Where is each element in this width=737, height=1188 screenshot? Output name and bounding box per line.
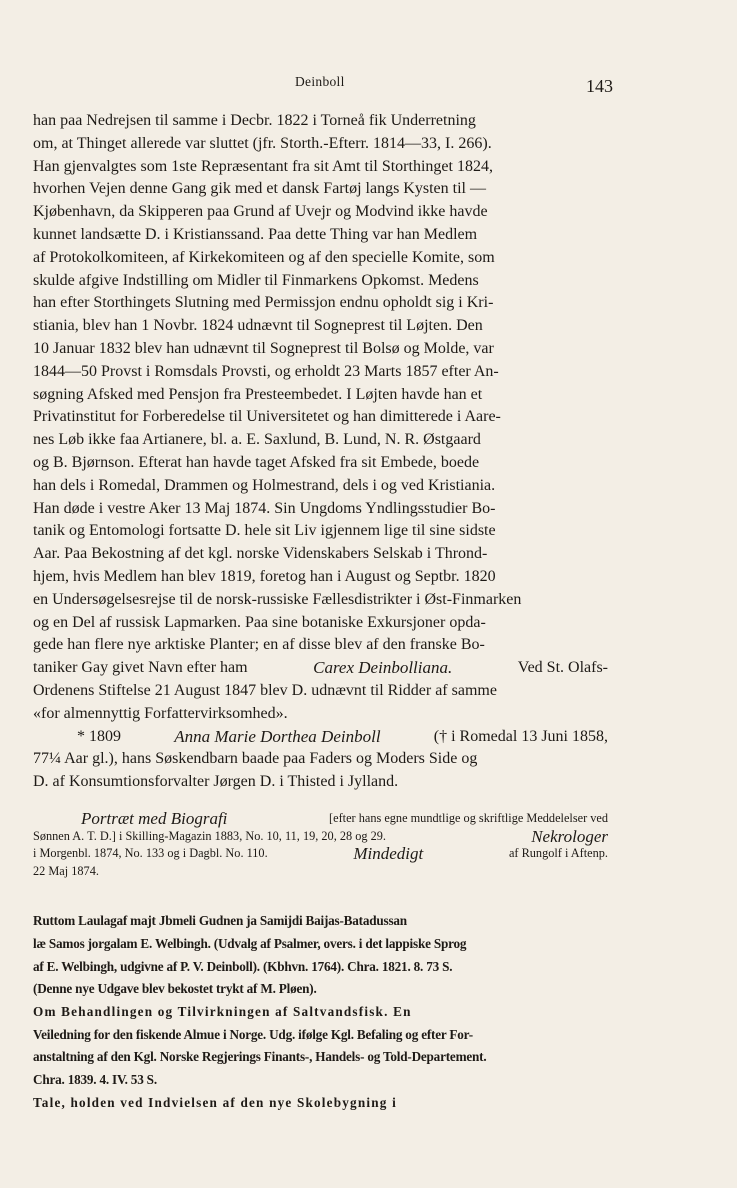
main-text	[33, 110, 608, 657]
source-line	[33, 810, 608, 828]
source-line	[33, 845, 608, 863]
text-fragment: Sønnen A. T. D.] i Skilling-Magazin 1883, No. 10, 11, 19, 20, 28 og 29.	[33, 828, 386, 843]
text-line-content: «for almennyttig Forfattervirksomhed».	[33, 704, 288, 722]
text-line-content: Chra. 1839. 4. IV. 53 S.	[33, 1072, 157, 1088]
text-line-content: tanik og Entomologi fortsatte D. hele sit Liv igjennem lige til sine sidste	[33, 522, 496, 540]
portrait-label: Portræt med Biografi	[81, 808, 228, 828]
bibliography-line	[33, 978, 608, 1001]
text-line	[33, 657, 608, 680]
text-line-content: han efter Storthingets Slutning med Permissjon endnu opholdt sig i Kri-	[33, 294, 494, 312]
species-name: Carex Deinbolliana.	[313, 658, 453, 678]
text-line	[33, 520, 608, 543]
text-line-content: Ruttom Laulagaf majt Jbmeli Gudnen ja Samijdi Baijas-Batadussan	[33, 913, 407, 929]
bibliography-line	[33, 1069, 608, 1092]
text-line	[33, 429, 608, 452]
text-line-content: 10 Januar 1832 blev han udnævnt til Sogneprest til Bolsø og Molde, var	[33, 339, 494, 357]
text-line	[33, 361, 608, 384]
bibliography-line	[33, 933, 608, 956]
wife-name: Anna Marie Dorthea Deinboll	[174, 726, 381, 746]
necrology-label: Nekrologer	[531, 826, 608, 846]
text-line-content: hvorhen Vejen denne Gang gik med et dansk Fartøj langs Kysten til —	[33, 180, 486, 198]
text-line	[33, 201, 608, 224]
text-line	[33, 156, 608, 179]
text-line-content: stiania, blev han 1 Novbr. 1824 udnævnt til Sogneprest til Løjten. Den	[33, 317, 483, 335]
text-line-content: af Protokolkomiteen, af Kirkekomiteen og af den specielle Komite, som	[33, 248, 495, 266]
text-fragment: Ved St. Olafs-	[517, 659, 608, 677]
text-line-content: læ Samos jorgalam E. Welbingh. (Udvalg af Psalmer, overs. i det lappiske Sprog	[33, 935, 467, 951]
text-line-content: Tale, holden ved Indvielsen af den nye Skolebygning i	[33, 1094, 397, 1110]
text-line-content: D. af Konsumtionsforvalter Jørgen D. i Thisted i Jylland.	[33, 773, 399, 791]
text-line	[33, 475, 608, 498]
text-fragment: († i Romedal 13 Juni 1858,	[433, 727, 608, 745]
text-line	[33, 270, 608, 293]
text-line-content: han dels i Romedal, Drammen og Holmestrand, dels i og ved Kristiania.	[33, 476, 496, 494]
sources-block	[33, 810, 608, 880]
text-line-content: en Undersøgelsesrejse til de norsk-russiske Fællesdistrikter i Øst-Finmarken	[33, 590, 522, 608]
text-line-content: Han gjenvalgtes som 1ste Repræsentant fra sit Amt til Storthinget 1824,	[33, 157, 493, 175]
bibliography	[33, 910, 608, 1114]
bibliography-line	[33, 1092, 608, 1115]
text-line-content: om, at Thinget allerede var sluttet (jfr. Storth.-Efterr. 1814—33, I. 266).	[33, 134, 492, 152]
page-header	[0, 74, 737, 96]
text-line-content: nes Løb ikke faa Artianere, bl. a. E. Saxlund, B. Lund, N. R. Østgaard	[33, 431, 481, 449]
text-line	[33, 543, 608, 566]
text-line-content: og en Del af russisk Lapmarken. Paa sine botaniske Exkursjoner opda-	[33, 613, 486, 631]
text-line-content: kunnet landsætte D. i Kristianssand. Paa dette Thing var han Medlem	[33, 225, 478, 243]
text-line-content: han paa Nedrejsen til samme i Decbr. 1822 i Torneå fik Underretning	[33, 112, 476, 129]
text-line-content: skulde afgive Indstilling om Midler til Finmarkens Opkomst. Medens	[33, 271, 479, 289]
text-line-content: 22 Maj 1874.	[33, 863, 99, 878]
text-line-content: Aar. Paa Bekostning af det kgl. norske Videnskabers Selskab i Thrond-	[33, 545, 488, 563]
bibliography-line	[33, 1046, 608, 1069]
text-line	[33, 247, 608, 270]
text-line-content: gede han flere nye arktiske Planter; en af disse blev af den franske Bo-	[33, 636, 485, 654]
text-line-content: 1844—50 Provst i Romsdals Provsti, og erholdt 23 Marts 1857 efter An-	[33, 362, 499, 380]
text-line	[33, 634, 608, 657]
text-line	[33, 566, 608, 589]
text-line-content: af E. Welbingh, udgivne af P. V. Deinboll). (Kbhvn. 1764). Chra. 1821. 8. 73 S.	[33, 958, 453, 974]
text-line-content: Kjøbenhavn, da Skipperen paa Grund af Uvejr og Modvind ikke havde	[33, 203, 488, 221]
text-line	[33, 133, 608, 156]
text-line	[33, 406, 608, 429]
text-fragment: [efter hans egne mundtlige og skriftlige Meddelelser ved	[329, 810, 608, 825]
bibliography-line	[33, 1024, 608, 1047]
page-number: 143	[586, 76, 613, 96]
text-line-content: Om Behandlingen og Tilvirkningen af Saltvandsfisk. En	[33, 1004, 412, 1020]
text-line	[33, 338, 608, 361]
source-line	[33, 828, 608, 846]
text-line-content: og B. Bjørnson. Efterat han havde taget Afsked fra sit Embede, boede	[33, 453, 480, 471]
text-line	[33, 703, 608, 726]
text-line	[33, 110, 608, 133]
text-line-content: hjem, hvis Medlem han blev 1819, foretog han i August og Septbr. 1820	[33, 567, 496, 585]
text-line-content: Ordenens Stiftelse 21 August 1847 blev D. udnævnt til Ridder af samme	[33, 681, 497, 699]
text-line	[33, 178, 608, 201]
text-fragment: * 1809	[77, 727, 121, 745]
text-line	[33, 612, 608, 635]
marriage-line	[33, 726, 608, 749]
poem-label: Mindedigt	[353, 844, 424, 864]
text-line	[33, 292, 608, 315]
text-line-content: (Denne nye Udgave blev bekostet trykt af M. Pløen).	[33, 981, 317, 997]
text-line-content: Privatinstitut for Forberedelse til Universitetet og han dimitterede i Aare-	[33, 408, 501, 426]
bibliography-line	[33, 910, 608, 933]
running-title: Deinboll	[295, 74, 345, 89]
text-fragment: taniker Gay givet Navn efter ham	[33, 659, 248, 677]
text-line	[33, 384, 608, 407]
marriage-line	[33, 771, 608, 794]
text-line	[33, 589, 608, 612]
text-line-content: 77¼ Aar gl.), hans Søskendbarn baade paa Faders og Moders Side og	[33, 750, 478, 768]
text-fragment: i Morgenbl. 1874, No. 133 og i Dagbl. No. 110.	[33, 846, 268, 861]
text-line	[33, 498, 608, 521]
text-line-content: Veiledning for den fiskende Almue i Norge. Udg. ifølge Kgl. Befaling og efter For-	[33, 1026, 474, 1042]
text-line	[33, 452, 608, 475]
text-line-content: Han døde i vestre Aker 13 Maj 1874. Sin Ungdoms Yndlingsstudier Bo-	[33, 499, 496, 517]
bibliography-line	[33, 1001, 608, 1024]
text-fragment: af Rungolf i Aftenp.	[508, 846, 608, 861]
text-line	[33, 224, 608, 247]
text-line-content: anstaltning af den Kgl. Norske Regjerings Finants-, Handels- og Told-Departement.	[33, 1049, 487, 1065]
page-body	[33, 110, 608, 1114]
text-line	[33, 315, 608, 338]
source-line	[33, 863, 608, 881]
marriage-line	[33, 748, 608, 771]
text-line	[33, 680, 608, 703]
bibliography-line	[33, 956, 608, 979]
text-line-content: søgning Afsked med Pensjon fra Presteembedet. I Løjten havde han et	[33, 385, 483, 403]
